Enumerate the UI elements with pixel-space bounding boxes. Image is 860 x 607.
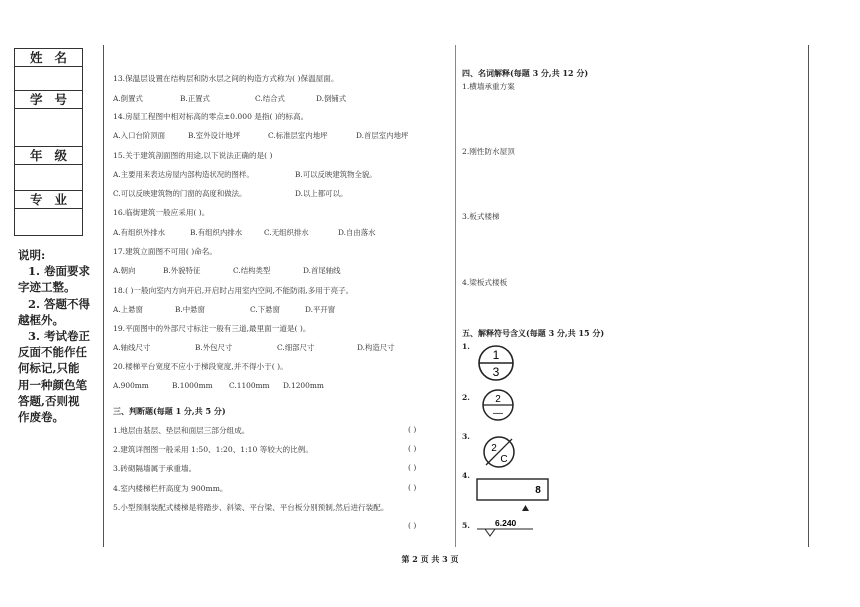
notes-title: 说明: (18, 248, 46, 262)
option: D.自由落水 (338, 228, 376, 237)
elevation-mark-symbol (475, 516, 555, 542)
option: D.倒铺式 (316, 94, 347, 103)
question-20: 20.楼梯平台宽度不应小于梯段宽度,并不得小于( )。 (113, 362, 288, 371)
page-footer: 第 2 页 共 3 页 (401, 554, 459, 564)
option: D.以上都可以。 (295, 189, 348, 198)
symbol-number: 2. (462, 393, 470, 402)
name-label: 姓名 (15, 49, 82, 67)
option: D.平开窗 (305, 305, 336, 314)
note-line: 用一种颜色笔 (18, 377, 87, 392)
symbol-3-bottom: C (500, 454, 508, 465)
symbol-number: 5. (462, 521, 470, 530)
term-item: 4.梁板式楼板 (462, 278, 508, 287)
detail-index-symbol (477, 344, 515, 382)
student-info-table (14, 48, 83, 236)
option: B.中悬窗 (175, 305, 205, 314)
option: B.外貌特征 (163, 266, 201, 275)
question-17: 17.建筑立面图不可用( )命名。 (113, 247, 217, 256)
option: D.首尾轴线 (303, 266, 341, 275)
option: A.主要用来表达房屋内部构造状况的图样。 (113, 170, 254, 179)
question-16: 16.临街建筑一般应采用( )。 (113, 208, 210, 217)
right-column-divider (808, 45, 809, 547)
symbol-1-top: 1 (492, 348, 500, 362)
major-field[interactable] (15, 209, 82, 235)
option: C.标准层室内地坪 (268, 131, 328, 140)
term-item: 3.板式楼梯 (462, 212, 500, 221)
question-18: 18.( )一般向室内方向开启,开启时占用室内空间,不能防雨,多用于亮子。 (113, 286, 354, 295)
question-14: 14.房屋工程图中相对标高的零点±0.000 是指( )的标高。 (113, 112, 309, 121)
option: C.结合式 (255, 94, 285, 103)
id-field[interactable] (15, 109, 82, 147)
term-item: 2.刚性防水屋顶 (462, 147, 515, 156)
question-19: 19.平面图中的外部尺寸标注一般有三道,最里面一道是( )。 (113, 324, 311, 333)
symbol-2-bottom: — (493, 408, 503, 419)
answer-parenthesis[interactable]: ( ) (408, 444, 417, 453)
option: B.外包尺寸 (195, 343, 233, 352)
option: D.首层室内地坪 (356, 131, 409, 140)
option: C.可以反映建筑物的门窗的高度和做法。 (113, 189, 247, 198)
term-item: 1.横墙承重方案 (462, 82, 515, 91)
note-line: 1. 卷面要求 (28, 264, 91, 279)
option: A.轴线尺寸 (113, 343, 151, 352)
judge-item: 3.砖砌隔墙属于承重墙。 (113, 464, 197, 473)
note-line: 作废卷。 (18, 410, 64, 425)
option: C.1100mm (229, 381, 270, 390)
symbol-4-text: 8 (535, 485, 541, 496)
detail-box-symbol (476, 478, 550, 514)
note-line: 2. 答题不得 (28, 296, 91, 311)
id-label: 学号 (15, 91, 82, 109)
symbols-section-title: 五、解释符号含义(每题 3 分,共 15 分) (462, 328, 605, 338)
index-symbol-same-sheet (480, 387, 516, 423)
note-line: 反面不能作任 (18, 345, 87, 360)
symbol-1-bottom: 3 (492, 365, 500, 379)
judge-item: 4.室内楼梯栏杆高度为 900mm。 (113, 484, 228, 493)
answer-parenthesis[interactable]: ( ) (408, 521, 417, 530)
option: A.入口台阶顶面 (113, 131, 166, 140)
judge-item: 1.地层由基层、垫层和面层三部分组成。 (113, 426, 250, 435)
major-label: 专业 (15, 191, 82, 209)
question-13: 13.保温层设置在结构层和防水层之间的构造方式称为( )保温屋面。 (113, 74, 339, 83)
option: A.上悬窗 (113, 305, 143, 314)
option: A.倒置式 (113, 94, 143, 103)
option: C.细部尺寸 (277, 343, 315, 352)
exam-notes (18, 247, 98, 425)
note-line: 3. 考试卷正 (28, 329, 91, 344)
symbol-number: 4. (462, 471, 470, 480)
option: B.可以反映建筑物全貌。 (295, 170, 377, 179)
option: C.结构类型 (233, 266, 271, 275)
option: A.有组织外排水 (113, 228, 166, 237)
option: D.构造尺寸 (357, 343, 395, 352)
option: B.1000mm (172, 381, 213, 390)
option: D.1200mm (283, 381, 324, 390)
left-column-divider (103, 45, 104, 547)
option: B.正置式 (180, 94, 210, 103)
answer-parenthesis[interactable]: ( ) (408, 425, 417, 434)
note-line: 越框外。 (18, 312, 64, 327)
symbol-5-text: 6.240 (495, 518, 517, 528)
symbol-number: 3. (462, 432, 470, 441)
grade-label: 年级 (15, 147, 82, 165)
option: B.室外设计地坪 (188, 131, 241, 140)
name-field[interactable] (15, 67, 82, 91)
judge-item: 2.建筑详图图一般采用 1:50、1:20、1:10 等较大的比例。 (113, 445, 313, 454)
symbol-number: 1. (462, 342, 470, 351)
answer-parenthesis[interactable]: ( ) (408, 463, 417, 472)
note-line: 何标记,只能 (18, 361, 80, 376)
question-15: 15.关于建筑剖面图的用途,以下说法正确的是( ) (113, 151, 273, 160)
note-line: 字迹工整。 (18, 280, 76, 295)
terms-section-title: 四、名词解释(每题 3 分,共 12 分) (462, 68, 589, 78)
section-index-symbol (481, 434, 517, 470)
symbol-2-top: 2 (495, 394, 501, 405)
note-line: 答题,否则视 (18, 393, 80, 408)
symbol-3-top: 2 (491, 443, 497, 454)
grade-field[interactable] (15, 165, 82, 191)
judge-section-title: 三、判断题(每题 1 分,共 5 分) (113, 406, 226, 416)
option: C.无组织排水 (264, 228, 309, 237)
judge-item: 5.小型预制装配式楼梯是将踏步、斜梁、平台梁、平台板分别预制,然后进行装配。 (113, 503, 389, 512)
center-column-divider (455, 45, 456, 547)
answer-parenthesis[interactable]: ( ) (408, 483, 417, 492)
option: C.下悬窗 (250, 305, 280, 314)
option: A.朝向 (113, 266, 136, 275)
option: B.有组织内排水 (190, 228, 243, 237)
option: A.900mm (113, 381, 149, 390)
